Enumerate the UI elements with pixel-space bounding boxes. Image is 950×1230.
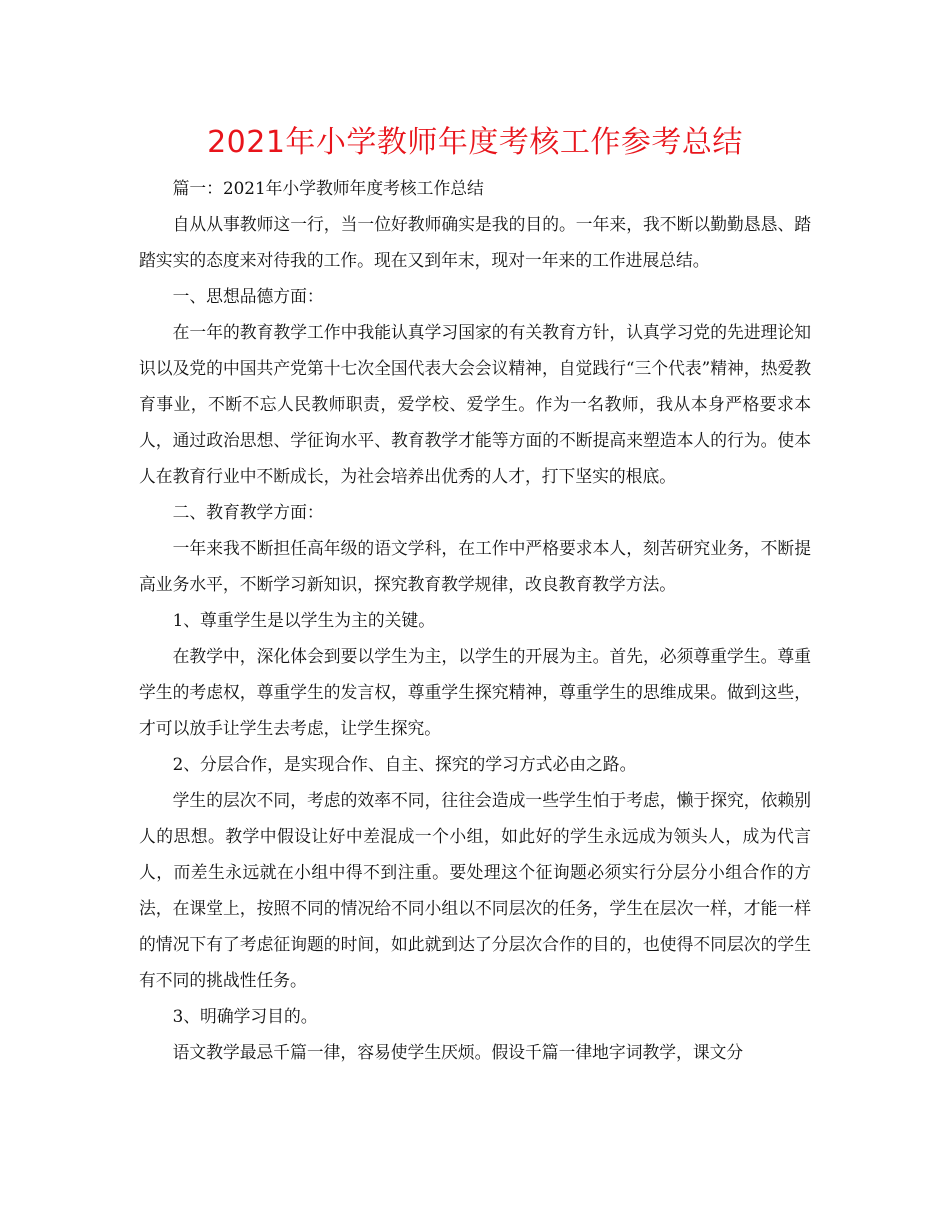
respect-students-paragraph: 在教学中，深化体会到要以学生为主，以学生的开展为主。首先，必须尊重学生。尊重学生的考虑权，尊重学生的发言权，尊重学生探究精神，尊重学生的思维成果。做到这些，才可以放手让学生去考虑，让学生探究。 xyxy=(139,646,811,738)
subheading-layered-cooperation: 2、分层合作，是实现合作、自主、探究的学习方式必由之路。 xyxy=(172,754,637,774)
intro-paragraph: 自从从事教师这一行，当一位好教师确实是我的目的。一年来，我不断以勤勤恳恳、踏踏实实的态度来对待我的工作。现在又到年末，现对一年来的工作进展总结。 xyxy=(139,214,811,270)
ideology-paragraph: 在一年的教育教学工作中我能认真学习国家的有关教育方针，认真学习党的先进理论知识以及党的中国共产党第十七次全国代表大会会议精神，自觉践行“三个代表”精神，热爱教育事业，不断不忘人民教师职责，爱学校、爱学生。作为一名教师，我从本身严格要求本人，通过政治思想、学征询水平、教育教学才能等方面的不断提高来塑造本人的行为。使本人在教育行业中不断成长，为社会培养出优秀的人才，打下坚实的根底。 xyxy=(139,322,811,486)
teaching-paragraph: 一年来我不断担任高年级的语文学科，在工作中严格要求本人，刻苦研究业务，不断提高业务水平，不断学习新知识，探究教育教学规律，改良教育教学方法。 xyxy=(139,538,811,594)
section-intro-heading: 篇一：2021年小学教师年度考核工作总结 xyxy=(172,178,484,198)
learning-goals-paragraph: 语文教学最忌千篇一律，容易使学生厌烦。假设千篇一律地字词教学，课文分 xyxy=(172,1042,744,1062)
section-heading-teaching: 二、教育教学方面： xyxy=(172,502,324,522)
document-title: 2021年小学教师年度考核工作参考总结 xyxy=(207,125,743,160)
subheading-respect-students: 1、尊重学生是以学生为主的关键。 xyxy=(172,610,435,630)
layered-cooperation-paragraph: 学生的层次不同，考虑的效率不同，往往会造成一些学生怕于考虑，懒于探究，依赖别人的思想。教学中假设让好中差混成一个小组，如此好的学生永远成为领头人，成为代言人，而差生永远就在小组中得不到注重。要处理这个征询题必须实行分层分小组合作的方法，在课堂上，按照不同的情况给不同小组以不同层次的任务，学生在层次一样，才能一样的情况下有了考虑征询题的时间，如此就到达了分层次合作的目的，也使得不同层次的学生有不同的挑战性任务。 xyxy=(139,790,811,990)
document-content xyxy=(139,118,811,1070)
subheading-learning-goals: 3、明确学习目的。 xyxy=(172,1006,318,1026)
section-heading-ideology: 一、思想品德方面： xyxy=(172,286,324,306)
